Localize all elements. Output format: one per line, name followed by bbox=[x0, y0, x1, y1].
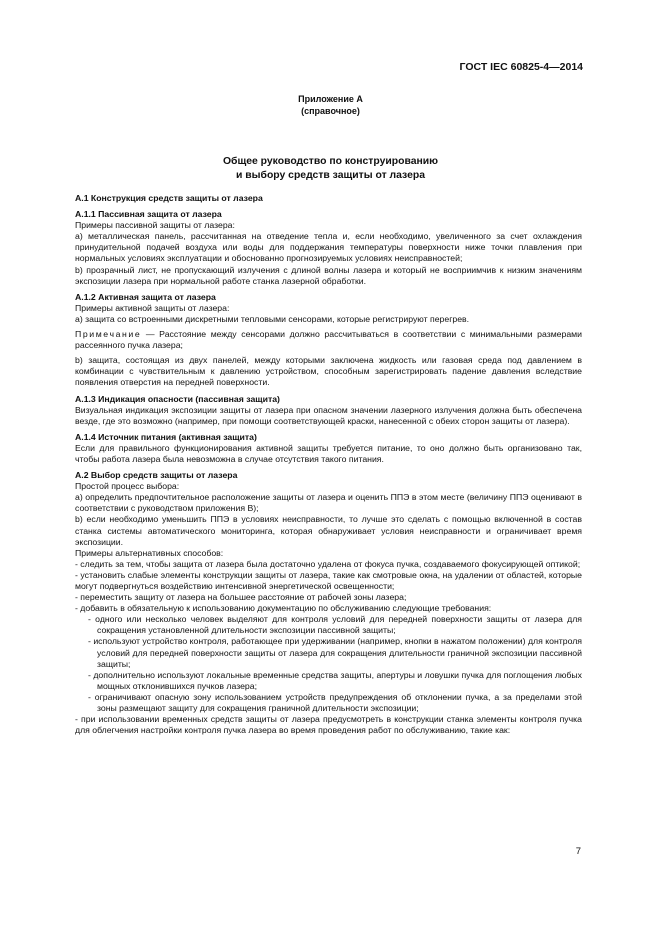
list-item: b) прозрачный лист, не пропускающий излучения с длиной волны лазера и который не восприимчив к низким значениям экспозиции лазера при нормальной работе станка лазерной обработки. bbox=[75, 264, 582, 286]
section-heading-a1: А.1 Конструкция средств защиты от лазера bbox=[75, 193, 263, 203]
annex-subtitle: (справочное) bbox=[301, 106, 360, 116]
annex-title: Приложение А bbox=[298, 94, 363, 104]
paragraph: Простой процесс выбора: bbox=[75, 481, 180, 492]
paragraph: Визуальная индикация экспозиции защиты от лазера при опасном значении лазерного излучения должна быть обеспечена везде, где это возможно (например, при помощи соответствующей краски, нанесенной с обеих сторон защиты от лазера). bbox=[75, 404, 582, 426]
list-item: - ограничивают опасную зону использованием устройств предупреждения об отклонении пучка, а за пределами этой зоны размещают защиту для сокращения граничной длительности экспозиции; bbox=[88, 691, 582, 714]
list-item: b) если необходимо уменьшить ППЭ в условиях неисправности, то лучше это сделать с помощью включенной в состав станка системы автоматического мониторинга, которая обнаруживает условия неисправности и ограничивает время экспозиции. bbox=[75, 514, 582, 547]
list-item: - следить за тем, чтобы защита от лазера была достаточно удалена от фокуса пучка, создаваемого фокусирующей оптикой; bbox=[75, 558, 581, 569]
note-label: Примечание bbox=[75, 329, 142, 340]
list-item: - переместить защиту от лазера на большее расстояние от рабочей зоны лазера; bbox=[75, 592, 407, 603]
list-item: а) определить предпочтительное расположение защиты от лазера и оценить ППЭ в этом месте (величину ППЭ оценивают в соответствии с руководством приложения В); bbox=[75, 492, 582, 514]
paragraph: Примеры пассивной защиты от лазера: bbox=[75, 220, 235, 231]
list-item: - дополнительно используют локальные временные средства защиты, апертуры и ловушки пучка для поглощения любых мощных отклонившихся пучков лазера; bbox=[88, 669, 582, 691]
list-item: - при использовании временных средств защиты от лазера предусмотреть в конструкции станка элементы контроля пучка для облегчения настройки контроля пучка лазера во время проведения работ по обслуживанию, такие как: bbox=[75, 714, 582, 736]
list-item: - используют устройство контроля, работающее при удерживании (например, кнопки в нажатом положении) для контроля условий для передней поверхности защиты от лазера для сокращения длительности граничной экспозиции пассивной защиты; bbox=[88, 636, 582, 669]
list-item: - установить слабые элементы конструкции защиты от лазера, такие как смотровые окна, на удалении от областей, которые могут подвергнуться воздействию интенсивной энергетической освещенности; bbox=[75, 569, 582, 591]
annex-heading bbox=[0, 93, 661, 117]
section-heading-a1-4: А.1.4 Источник питания (активная защита) bbox=[75, 431, 257, 442]
paragraph: Если для правильного функционирования активной защиты требуется питание, то оно должно быть организовано так, чтобы работа лазера была невозможна в случае отсутствия такого питания. bbox=[75, 442, 582, 464]
list-item: - одного или несколько человек выделяют для контроля условий для передней поверхности защиты от лазера для сокращения установленной длительности экспозиции пассивной защиты; bbox=[88, 614, 582, 636]
paragraph: Примеры активной защиты от лазера: bbox=[75, 302, 230, 313]
note-text: — Расстояние между сенсорами должно рассчитываться в соответствии с минимальными размерами рассеянного пучка лазера; bbox=[75, 329, 582, 351]
standard-code: ГОСТ IEC 60825-4—2014 bbox=[459, 61, 583, 73]
list-item: b) защита, состоящая из двух панелей, между которыми заключена жидкость или газовая среда под давлением в комбинации с чувствительным к давлению устройством, способным зарегистрировать падение давления вследствие появления отверстия на передней поверхности. bbox=[75, 355, 582, 388]
section-heading-a1-3: А.1.3 Индикация опасности (пассивная защита) bbox=[75, 393, 280, 404]
document-title-line-1: Общее руководство по конструированию bbox=[222, 156, 439, 167]
document-body bbox=[75, 193, 582, 736]
section-heading-a1-2: А.1.2 Активная защита от лазера bbox=[75, 291, 216, 302]
note bbox=[75, 329, 582, 351]
list-item: а) металлическая панель, рассчитанная на отведение тепла и, если необходимо, увеличенного за счет охлаждения принудительной подачей воздуха или воды для поддержания температуры поверхности ниже точки плавления при нормальных условиях эксплуатации и обоснованно прогнозируемых условиях неисправностей; bbox=[75, 231, 582, 264]
page-number: 7 bbox=[575, 846, 581, 857]
list-item: - добавить в обязательную к использованию документацию по обслуживанию следующие требования: bbox=[75, 603, 492, 614]
list-item: а) защита со встроенными дискретными тепловыми сенсорами, которые регистрируют перегрев. bbox=[75, 313, 470, 324]
paragraph: Примеры альтернативных способов: bbox=[75, 547, 224, 558]
section-heading-a2: А.2 Выбор средств защиты от лазера bbox=[75, 470, 238, 481]
section-heading-a1-1: А.1.1 Пассивная защита от лазера bbox=[75, 209, 222, 220]
document-title-line-2: и выбору средств защиты от лазера bbox=[236, 169, 425, 181]
document-title bbox=[0, 155, 661, 182]
